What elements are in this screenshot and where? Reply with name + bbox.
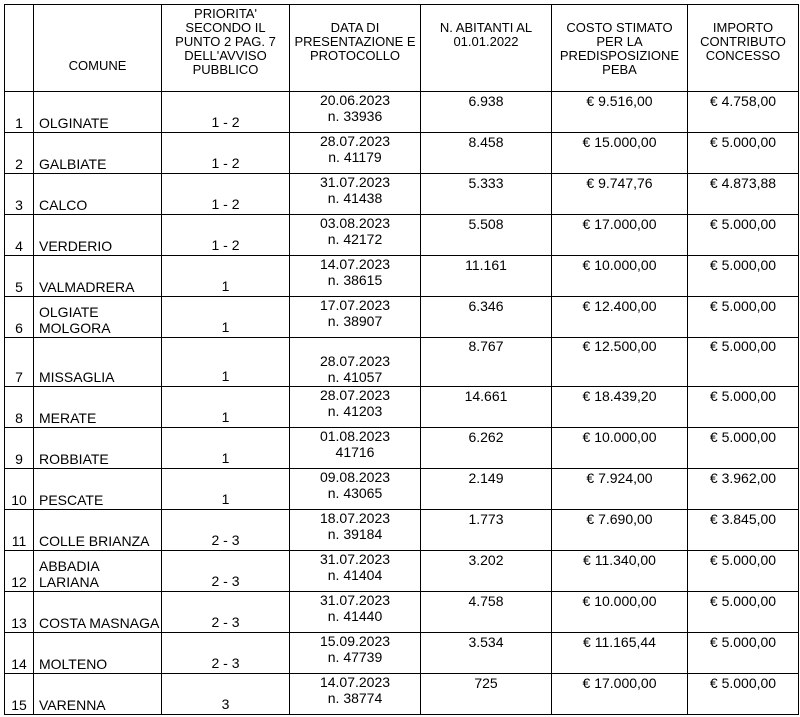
- priorita-cell: 3: [162, 674, 290, 715]
- priorita-cell: 1 - 2: [162, 215, 290, 256]
- data-cell: [290, 674, 421, 715]
- abitanti-cell: 6.346: [421, 297, 552, 338]
- importo-cell: € 5.000,00: [688, 428, 799, 469]
- data-cell: [290, 338, 421, 387]
- importo-cell: € 5.000,00: [688, 633, 799, 674]
- comune-cell: ABBADIA LARIANA: [34, 551, 162, 592]
- header-priorita: PRIORITA' SECONDO IL PUNTO 2 PAG. 7 DELL'AVVISO PUBBLICO: [162, 5, 290, 92]
- data-cell: [290, 428, 421, 469]
- table-row: [5, 428, 799, 469]
- abitanti-cell: 14.661: [421, 387, 552, 428]
- priorita-cell: 2 - 3: [162, 592, 290, 633]
- data-presentazione: 03.08.2023: [319, 215, 391, 231]
- data-cell: [290, 215, 421, 256]
- table-row: [5, 510, 799, 551]
- data-presentazione: 31.07.2023: [319, 592, 391, 608]
- comune-cell: CALCO: [34, 174, 162, 215]
- protocollo: n. 39184: [327, 526, 383, 542]
- row-number: 2: [5, 133, 34, 174]
- data-presentazione: 14.07.2023: [319, 256, 391, 272]
- data-cell: [290, 133, 421, 174]
- priorita-cell: 1 - 2: [162, 174, 290, 215]
- importo-cell: € 4.758,00: [688, 92, 799, 133]
- importo-cell: € 5.000,00: [688, 674, 799, 715]
- priorita-cell: 1: [162, 338, 290, 387]
- abitanti-cell: 6.262: [421, 428, 552, 469]
- priorita-cell: 1: [162, 297, 290, 338]
- protocollo: n. 41203: [327, 403, 383, 419]
- importo-cell: € 3.845,00: [688, 510, 799, 551]
- protocollo: n. 41440: [327, 608, 383, 624]
- data-presentazione: 09.08.2023: [319, 469, 391, 485]
- importo-cell: € 3.962,00: [688, 469, 799, 510]
- costo-cell: € 11.165,44: [552, 633, 688, 674]
- data-presentazione: 28.07.2023: [319, 353, 391, 369]
- abitanti-cell: 3.202: [421, 551, 552, 592]
- abitanti-cell: 8.458: [421, 133, 552, 174]
- protocollo: 41716: [335, 444, 375, 460]
- comune-cell: VERDERIO: [34, 215, 162, 256]
- header-index: [5, 5, 34, 92]
- costo-cell: € 10.000,00: [552, 428, 688, 469]
- data-presentazione: 31.07.2023: [319, 174, 391, 190]
- protocollo: n. 41057: [327, 369, 383, 385]
- costo-cell: € 12.500,00: [552, 338, 688, 387]
- importo-cell: € 5.000,00: [688, 592, 799, 633]
- importo-cell: € 5.000,00: [688, 256, 799, 297]
- data-presentazione: 31.07.2023: [319, 551, 391, 567]
- data-cell: [290, 633, 421, 674]
- comune-cell: ROBBIATE: [34, 428, 162, 469]
- data-presentazione: 28.07.2023: [319, 133, 391, 149]
- protocollo: n. 43065: [327, 485, 383, 501]
- table-row: [5, 592, 799, 633]
- table-row: [5, 174, 799, 215]
- row-number: 14: [5, 633, 34, 674]
- data-presentazione: 15.09.2023: [319, 633, 391, 649]
- protocollo: n. 47739: [327, 649, 383, 665]
- table-row: [5, 338, 799, 387]
- row-number: 15: [5, 674, 34, 715]
- costo-cell: € 7.924,00: [552, 469, 688, 510]
- row-number: 4: [5, 215, 34, 256]
- data-presentazione: 28.07.2023: [319, 387, 391, 403]
- comune-cell: MERATE: [34, 387, 162, 428]
- table-row: [5, 256, 799, 297]
- data-presentazione: 20.06.2023: [319, 92, 391, 108]
- protocollo: n. 41438: [327, 190, 383, 206]
- costo-cell: € 12.400,00: [552, 297, 688, 338]
- costo-cell: € 7.690,00: [552, 510, 688, 551]
- row-number: 6: [5, 297, 34, 338]
- table-row: [5, 633, 799, 674]
- data-cell: [290, 174, 421, 215]
- table-row: [5, 387, 799, 428]
- comune-cell: PESCATE: [34, 469, 162, 510]
- abitanti-cell: 2.149: [421, 469, 552, 510]
- priorita-cell: 2 - 3: [162, 633, 290, 674]
- priorita-cell: 2 - 3: [162, 510, 290, 551]
- protocollo: n. 41404: [327, 567, 383, 583]
- importo-cell: € 5.000,00: [688, 551, 799, 592]
- row-number: 11: [5, 510, 34, 551]
- header-abitanti: N. ABITANTI AL 01.01.2022: [421, 5, 552, 92]
- table-row: [5, 551, 799, 592]
- table-row: [5, 674, 799, 715]
- costo-cell: € 17.000,00: [552, 215, 688, 256]
- comune-cell: COSTA MASNAGA: [34, 592, 162, 633]
- protocollo: n. 38907: [327, 313, 383, 329]
- data-cell: [290, 256, 421, 297]
- importo-cell: € 5.000,00: [688, 133, 799, 174]
- comune-cell: MISSAGLIA: [34, 338, 162, 387]
- header-importo: IMPORTO CONTRIBUTO CONCESSO: [688, 5, 799, 92]
- table-row: [5, 297, 799, 338]
- abitanti-cell: 3.534: [421, 633, 552, 674]
- importo-cell: € 5.000,00: [688, 215, 799, 256]
- data-cell: [290, 592, 421, 633]
- row-number: 8: [5, 387, 34, 428]
- data-cell: [290, 297, 421, 338]
- priorita-cell: 1: [162, 256, 290, 297]
- costo-cell: € 10.000,00: [552, 256, 688, 297]
- priorita-cell: 2 - 3: [162, 551, 290, 592]
- row-number: 12: [5, 551, 34, 592]
- data-cell: [290, 387, 421, 428]
- data-presentazione: 14.07.2023: [319, 674, 391, 690]
- costo-cell: € 17.000,00: [552, 674, 688, 715]
- row-number: 10: [5, 469, 34, 510]
- protocollo: n. 38774: [327, 690, 383, 706]
- table-row: [5, 215, 799, 256]
- table-row: [5, 133, 799, 174]
- priorita-cell: 1: [162, 387, 290, 428]
- importo-cell: € 5.000,00: [688, 387, 799, 428]
- comune-cell: VALMADRERA: [34, 256, 162, 297]
- data-cell: [290, 469, 421, 510]
- row-number: 3: [5, 174, 34, 215]
- header-comune: COMUNE: [34, 5, 162, 92]
- row-number: 13: [5, 592, 34, 633]
- importo-cell: € 4.873,88: [688, 174, 799, 215]
- abitanti-cell: 1.773: [421, 510, 552, 551]
- protocollo: n. 33936: [327, 108, 383, 124]
- priorita-cell: 1 - 2: [162, 92, 290, 133]
- comune-cell: GALBIATE: [34, 133, 162, 174]
- costo-cell: € 9.516,00: [552, 92, 688, 133]
- data-cell: [290, 551, 421, 592]
- protocollo: n. 41179: [328, 149, 382, 165]
- protocollo: n. 42172: [327, 231, 383, 247]
- importo-cell: € 5.000,00: [688, 297, 799, 338]
- row-number: 9: [5, 428, 34, 469]
- costo-cell: € 18.439,20: [552, 387, 688, 428]
- costo-cell: € 10.000,00: [552, 592, 688, 633]
- data-cell: [290, 510, 421, 551]
- abitanti-cell: 725: [421, 674, 552, 715]
- row-number: 5: [5, 256, 34, 297]
- comune-cell: OLGINATE: [34, 92, 162, 133]
- comune-cell: COLLE BRIANZA: [34, 510, 162, 551]
- header-costo: COSTO STIMATO PER LA PREDISPOSIZIONE PEBA: [552, 5, 688, 92]
- data-cell: [290, 92, 421, 133]
- importo-cell: € 5.000,00: [688, 338, 799, 387]
- abitanti-cell: 8.767: [421, 338, 552, 387]
- abitanti-cell: 5.333: [421, 174, 552, 215]
- priorita-cell: 1: [162, 428, 290, 469]
- row-number: 7: [5, 338, 34, 387]
- costo-cell: € 9.747,76: [552, 174, 688, 215]
- costo-cell: € 11.340,00: [552, 551, 688, 592]
- abitanti-cell: 5.508: [421, 215, 552, 256]
- abitanti-cell: 6.938: [421, 92, 552, 133]
- data-presentazione: 17.07.2023: [319, 297, 391, 313]
- costo-cell: € 15.000,00: [552, 133, 688, 174]
- abitanti-cell: 4.758: [421, 592, 552, 633]
- comune-cell: OLGIATE MOLGORA: [34, 297, 162, 338]
- data-presentazione: 18.07.2023: [319, 510, 391, 526]
- priorita-cell: 1 - 2: [162, 133, 290, 174]
- data-presentazione: 01.08.2023: [319, 428, 391, 444]
- header-data: DATA DI PRESENTAZIONE E PROTOCOLLO: [290, 5, 421, 92]
- contributi-table: [4, 4, 799, 715]
- table-row: [5, 469, 799, 510]
- comune-cell: VARENNA: [34, 674, 162, 715]
- table-row: [5, 92, 799, 133]
- header-row: [5, 5, 799, 92]
- protocollo: n. 38615: [327, 272, 383, 288]
- row-number: 1: [5, 92, 34, 133]
- table-body: [5, 92, 799, 715]
- priorita-cell: 1: [162, 469, 290, 510]
- abitanti-cell: 11.161: [421, 256, 552, 297]
- comune-cell: MOLTENO: [34, 633, 162, 674]
